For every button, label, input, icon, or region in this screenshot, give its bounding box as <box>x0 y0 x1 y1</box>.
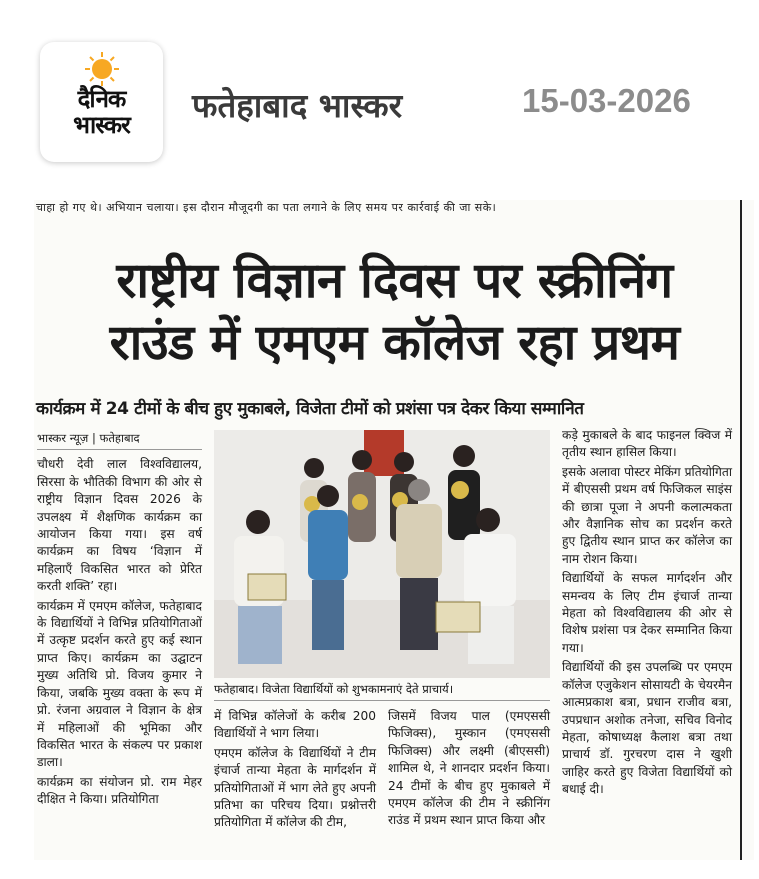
logo-text-line1: दैनिक <box>77 85 126 113</box>
column-rule <box>740 200 742 860</box>
article-column-1 <box>37 430 202 811</box>
subheadline: कार्यक्रम में 24 टीमों के बीच हुए मुकाबले, विजेता टीमों को प्रशंसा पत्र देकर किया सम्मानित <box>36 399 584 419</box>
byline: भास्कर न्यूज़ | फतेहाबाद <box>37 430 202 450</box>
article-column-2 <box>214 708 376 834</box>
paragraph: जिसमें विजय पाल (एमएससी फिजिक्स), मुस्कान (एमएससी फिजिक्स) और लक्ष्मी (बीएससी) शामिल थे, ने शानदार प्रदर्शन किया। 24 टीमों के बीच हुए मुकाबले में एमएम कॉलेज की टीम ने स्क्रीनिंग राउंड में प्रथम स्थान प्राप्त किया और <box>388 709 550 828</box>
headline-line1: राष्ट्रीय विज्ञान दिवस पर स्क्रीनिंग <box>116 252 673 309</box>
edition-date: 15-03-2026 <box>522 82 691 119</box>
headline-line2: राउंड में एमएम कॉलेज रहा प्रथम <box>109 314 680 371</box>
headline <box>42 250 747 374</box>
paragraph: कार्यक्रम का संयोजन प्रो. राम मेहर दीक्षित ने किया। प्रतियोगिता <box>37 774 202 807</box>
article-column-4 <box>562 427 732 801</box>
newspaper-clipping <box>34 200 754 860</box>
edition-title: फतेहाबाद भास्कर <box>192 86 403 125</box>
sun-icon <box>85 52 119 86</box>
dainik-bhaskar-logo <box>40 42 163 162</box>
photo-caption: फतेहाबाद। विजेता विद्यार्थियों को शुभकामनाएं देते प्राचार्य। <box>214 682 550 701</box>
paragraph: विद्यार्थियों की इस उपलब्धि पर एमएम कॉलेज एजुकेशन सोसायटी के चेयरमैन आत्मप्रकाश बत्रा, प्रधान राजीव बत्रा, उपप्रधान अशोक तनेजा, सचिव विनोद मेहता, कोषाध्यक्ष कैलाश बत्रा तथा प्राचार्य डॉ. गुरचरण दास ने खुशी जाहिर करते हुए विजेता विद्यार्थियों को बधाई दी। <box>562 660 732 797</box>
paragraph: विद्यार्थियों के सफल मार्गदर्शन और समन्वय के लिए टीम इंचार्ज तान्या मेहता को विश्वविद्यालय की ओर से विशेष प्रशंसा पत्र देकर सम्मानित किया गया। <box>562 571 732 655</box>
paragraph: कड़े मुकाबले के बाद फाइनल क्विज में तृतीय स्थान हासिल किया। <box>562 428 732 460</box>
paragraph: चौधरी देवी लाल विश्वविद्यालय, सिरसा के भौतिकी विभाग की ओर से राष्ट्रीय विज्ञान दिवस 2026 के उपलक्ष्य में शैक्षणिक कार्यक्रम का आयोजन किया गया। इस वर्ष कार्यक्रम का विषय ‘विज्ञान में महिलाएँ विकसित भारत को प्रेरित करती शक्ति’ रहा। <box>37 457 202 594</box>
paragraph: में विभिन्न कॉलेजों के करीब 200 विद्यार्थियों ने भाग लिया। <box>214 709 376 741</box>
paragraph: एमएम कॉलेज के विद्यार्थियों ने टीम इंचार्ज तान्या मेहता के मार्गदर्शन में प्रतियोगिताओं में भाग लेते हुए अपनी प्रतिभा का परिचय दिया। प्रश्नोत्तरी प्रतियोगिता में कॉलेज की टीम, <box>214 745 376 830</box>
previous-article-strip: चाहा हो गए थे। अभियान चलाया। इस दौरान मौजूदगी का पता लगाने के लिए समय पर कार्रवाई की जा सके। <box>36 201 497 214</box>
paragraph: कार्यक्रम में एमएम कॉलेज, फतेहाबाद के विद्यार्थियों ने विभिन्न प्रतियोगिताओं में उत्कृष्ट प्रदर्शन करते हुए कई स्थान प्राप्त किए। कार्यक्रम का उद्घाटन मुख्य अतिथि प्रो. विजय कुमार ने किया, जबकि मुख्य वक्ता के रूप में प्रो. रंजना अग्रवाल ने विज्ञान के क्षेत्र में महिलाओं की भूमिका और विकसित भारत के संकल्प पर प्रकाश डाला। <box>37 598 202 770</box>
article-column-3 <box>388 708 550 832</box>
paragraph: इसके अलावा पोस्टर मेकिंग प्रतियोगिता में बीएससी प्रथम वर्ष फिजिकल साइंस की छात्रा पूजा ने अपनी कलात्मकता और वैज्ञानिक सोच का प्रदर्शन करते हुए द्वितीय स्थान प्राप्त कर कॉलेज का नाम रोशन किया। <box>562 464 732 566</box>
news-photo <box>214 430 550 678</box>
logo-text-line2: भास्कर <box>73 111 130 139</box>
group-photo-illustration <box>214 430 550 678</box>
